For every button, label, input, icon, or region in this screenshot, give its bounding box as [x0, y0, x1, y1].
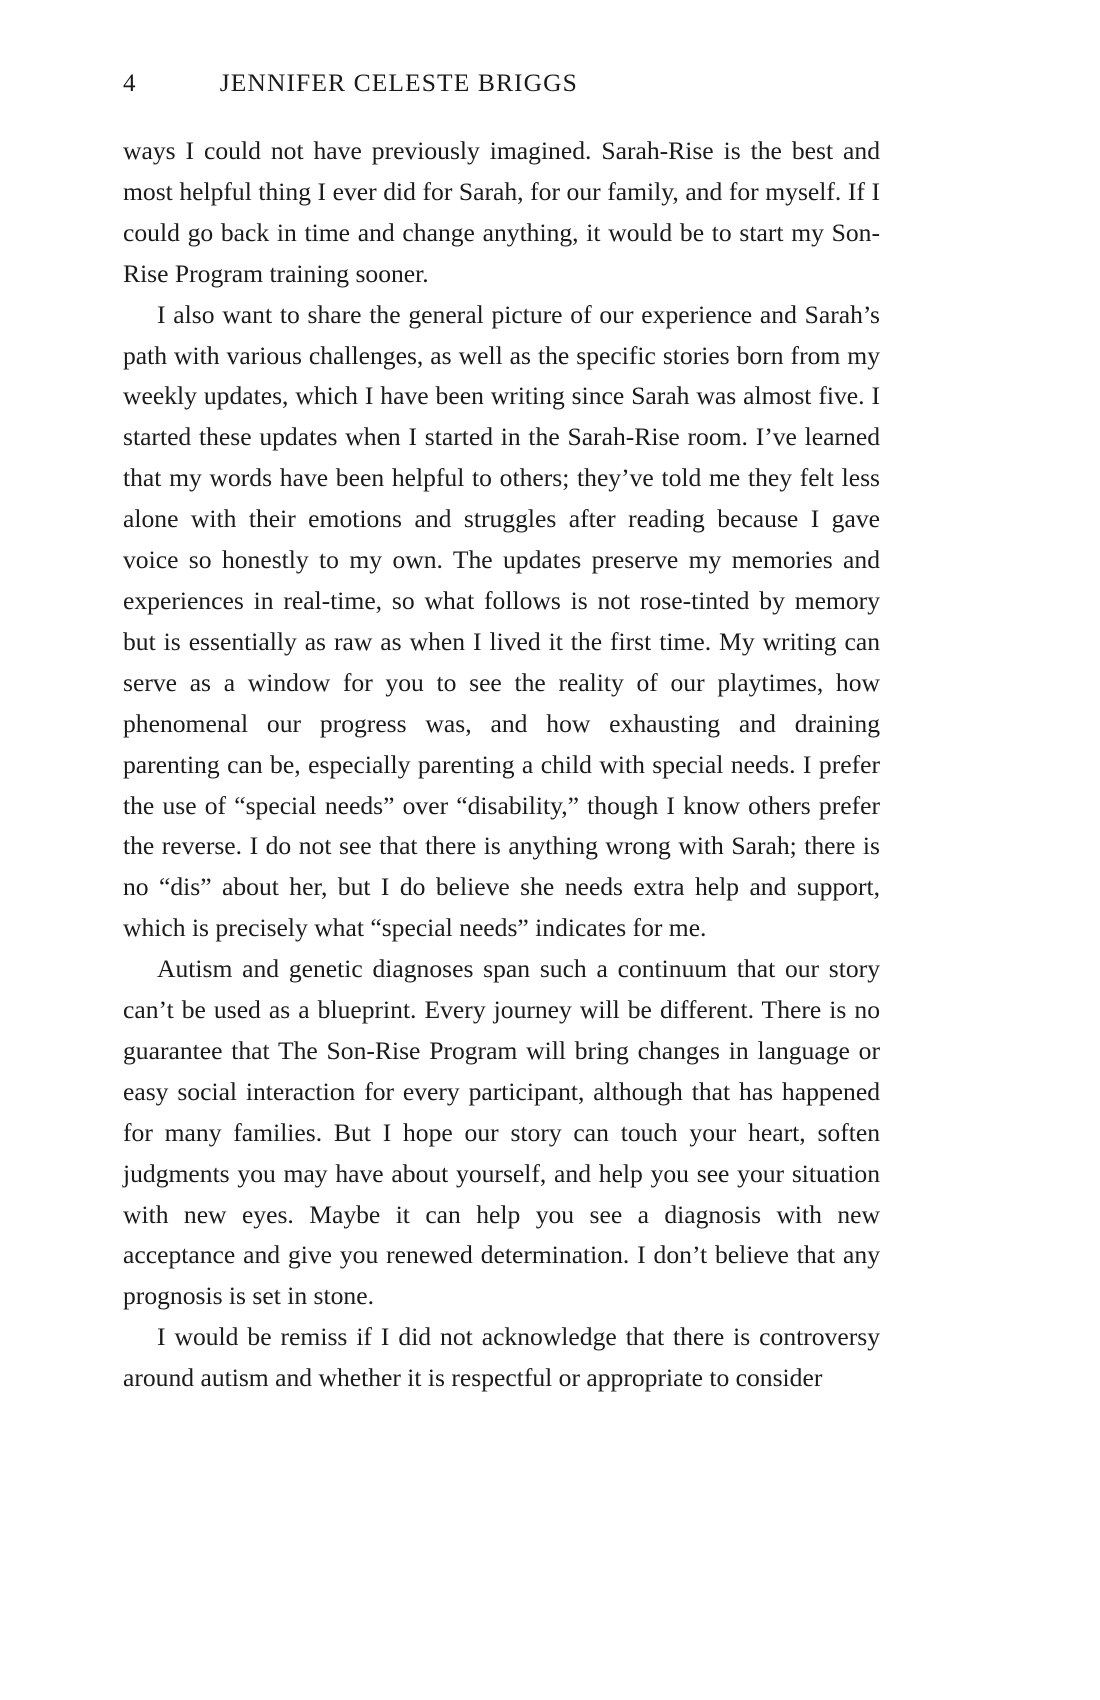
paragraph-4: I would be remiss if I did not acknowledge that there is controversy around autism and whether it is respectful or appropriate to consider	[123, 1322, 880, 1393]
paragraph-1: ways I could not have previously imagined. Sarah-Rise is the best and most helpful thing I ever did for Sarah, for our family, and for myself. If I could go back in time and change anything, it would be to start my Son-Rise Program training sooner.	[123, 136, 880, 288]
paragraph-3: Autism and genetic diagnoses span such a continuum that our story can’t be used as a blueprint. Every journey will be different. There is no guarantee that The Son-Rise Program will bring changes in language or easy social interaction for every participant, although that has happened for many families. But I hope our story can touch your heart, soften judgments you may have about yourself, and help you see your situation with new eyes. Maybe it can help you see a diagnosis with new acceptance and give you renewed determination. I don’t believe that any prognosis is set in stone.	[123, 954, 880, 1311]
page-number: 4	[123, 70, 136, 97]
running-head-title: JENNIFER CELESTE BRIGGS	[219, 68, 578, 97]
running-head	[123, 70, 880, 104]
body-text-block	[123, 131, 880, 1399]
paragraph-2: I also want to share the general picture of our experience and Sarah’s path with various challenges, as well as the specific stories born from my weekly updates, which I have been writing since Sarah was almost five. I started these updates when I started in the Sarah-Rise room. I’ve learned that my words have been helpful to others; they’ve told me they felt less alone with their emotions and struggles after reading because I gave voice so honestly to my own. The updates preserve my memories and experiences in real-time, so what follows is not rose-tinted by memory but is essentially as raw as when I lived it the first time. My writing can serve as a window for you to see the reality of our playtimes, how phenomenal our progress was, and how exhausting and draining parenting can be, especially parenting a child with special needs. I prefer the use of “special needs” over “disability,” though I know others prefer the reverse. I do not see that there is anything wrong with Sarah; there is no “dis” about her, but I do believe she needs extra help and support, which is precisely what “special needs” indicates for me.	[123, 299, 880, 943]
